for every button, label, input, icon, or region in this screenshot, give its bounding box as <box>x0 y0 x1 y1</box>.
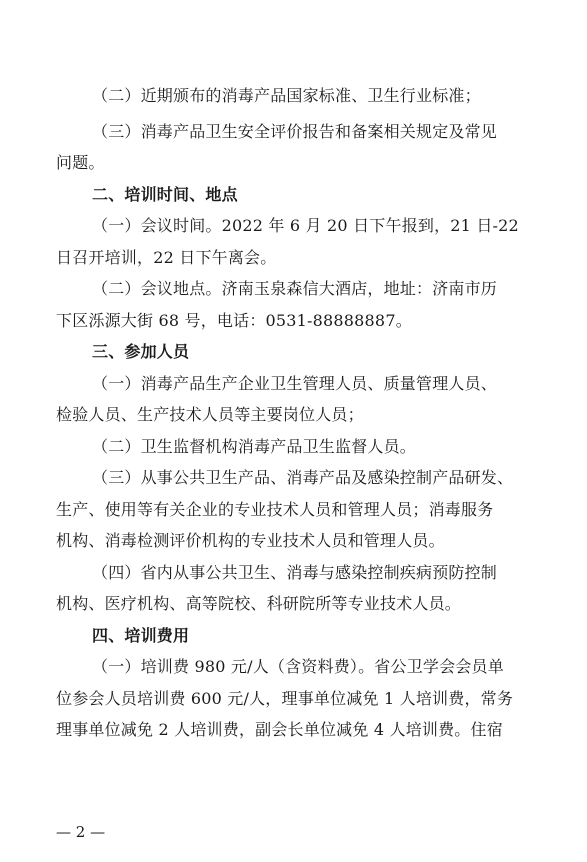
text-line: （一）消毒产品生产企业卫生管理人员、质量管理人员、 <box>92 374 498 393</box>
text-line: （四）省内从事公共卫生、消毒与感染控制疾病预防控制 <box>92 563 498 582</box>
text-line: 生产、使用等有关企业的专业技术人员和管理人员；消毒服务 <box>56 500 494 519</box>
text-line: （一）会议时间。2022 年 6 月 20 日下午报到，21 日-22 <box>92 216 519 235</box>
text-line: （二）近期颁布的消毒产品国家标准、卫生行业标准； <box>92 86 481 105</box>
text-line: 位参会人员培训费 600 元/人，理事单位减免 1 人培训费，常务 <box>56 689 514 708</box>
text-line: （一）培训费 980 元/人（含资料费）。省公卫学会会员单 <box>92 657 504 676</box>
text-line: （三）从事公共卫生产品、消毒产品及感染控制产品研发、 <box>92 468 514 487</box>
section-heading: 二、培训时间、地点 <box>92 185 238 204</box>
text-line: 问题。 <box>56 153 105 172</box>
text-line: （三）消毒产品卫生安全评价报告和备案相关规定及常见 <box>92 122 498 141</box>
text-line: （二）会议地点。济南玉泉森信大酒店，地址：济南市历 <box>92 279 498 298</box>
section-heading: 三、参加人员 <box>92 342 190 361</box>
text-line: 机构、医疗机构、高等院校、科研院所等专业技术人员。 <box>56 594 462 613</box>
text-line: （二）卫生监督机构消毒产品卫生监督人员。 <box>92 437 417 456</box>
text-line: 日召开培训，22 日下午离会。 <box>56 248 277 267</box>
text-line: 检验人员、生产技术人员等主要岗位人员； <box>56 405 364 424</box>
page-number: — 2 — <box>56 823 106 841</box>
section-heading: 四、培训费用 <box>92 626 190 645</box>
text-line: 机构、消毒检测评价机构的专业技术人员和管理人员。 <box>56 531 445 550</box>
text-line: 理事单位减免 2 人培训费，副会长单位减免 4 人培训费。住宿 <box>56 720 503 739</box>
text-line: 下区泺源大街 68 号，电话：0531-88888887。 <box>56 311 412 330</box>
